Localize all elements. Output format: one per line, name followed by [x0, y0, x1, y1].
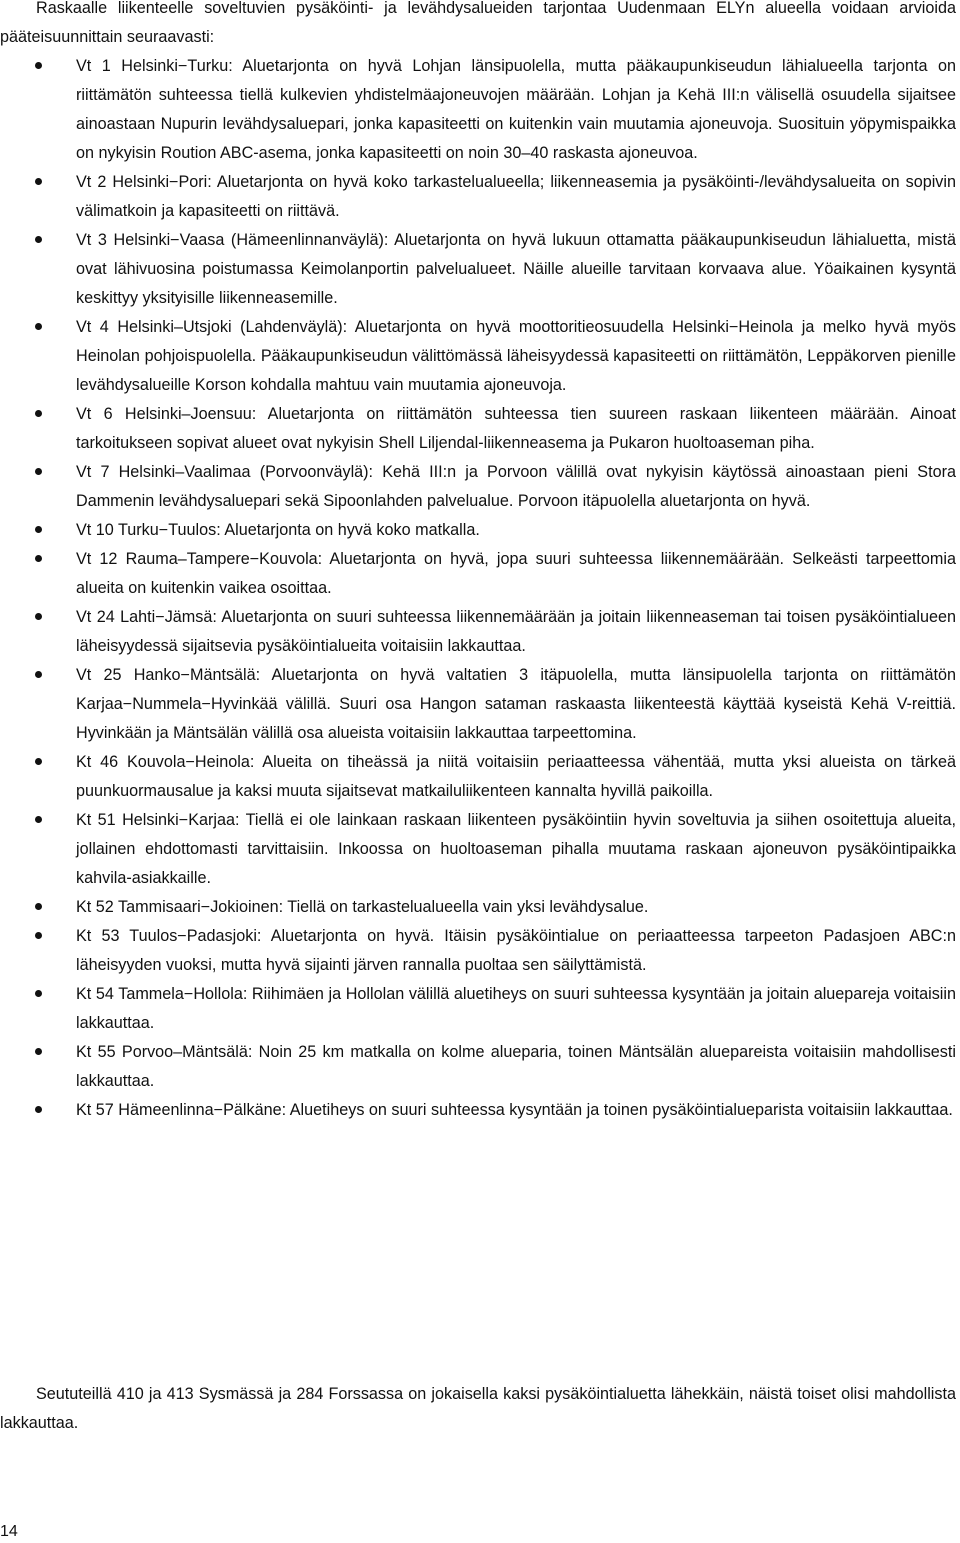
bullet-icon — [35, 903, 42, 910]
list-item-text: Vt 6 Helsinki–Joensuu: Aluetarjonta on riittämätön suhteessa tien suureen raskaan liikenteen määrään. Ainoat tarkoitukseen sopivat alueet ovat nykyisin Shell Liljendal-liikenneasema ja Pukaron huoltoaseman piha. — [76, 405, 956, 452]
bullet-icon — [35, 932, 42, 939]
closing-paragraph: Seututeillä 410 ja 413 Sysmässä ja 284 Forssassa on jokaisella kaksi pysäköintialuetta lähekkäin, näistä toiset olisi mahdollista lakkauttaa. — [0, 1385, 956, 1432]
list-item — [0, 458, 956, 516]
list-item — [0, 1096, 956, 1125]
bullet-icon — [35, 236, 42, 243]
list-item — [0, 806, 956, 893]
bullet-icon — [35, 613, 42, 620]
bullet-icon — [35, 468, 42, 475]
bullet-icon — [35, 990, 42, 997]
list-item — [0, 168, 956, 226]
list-item — [0, 400, 956, 458]
bullet-icon — [35, 555, 42, 562]
list-item — [0, 603, 956, 661]
bullet-icon — [35, 671, 42, 678]
bullet-icon — [35, 62, 42, 69]
road-assessment-list — [0, 52, 956, 1125]
list-item — [0, 893, 956, 922]
list-item — [0, 52, 956, 168]
bullet-icon — [35, 323, 42, 330]
list-item — [0, 313, 956, 400]
list-item-text: Kt 52 Tammisaari−Jokioinen: Tiellä on tarkastelualueella vain yksi levähdysalue. — [76, 898, 649, 916]
list-item — [0, 516, 956, 545]
bullet-icon — [35, 410, 42, 417]
list-item-text: Vt 1 Helsinki−Turku: Aluetarjonta on hyvä Lohjan länsipuolella, mutta pääkaupunkiseudun lähialueella tarjonta on riittämätön suhteessa tiellä kulkevien yhdistelmäajoneuvojen määrään. Lohjan ja Kehä III:n välisellä osuudella sijaitsee ainoastaan Nupurin levähdysaluepari, jonka kapasiteetti on kuitenkin vain muutamia ajoneuvoja. Suosituin yöpymispaikka on nykyisin Roution ABC-asema, jonka kapasiteetti on noin 30–40 raskasta ajoneuvoa. — [76, 57, 956, 162]
list-item-text: Vt 25 Hanko−Mäntsälä: Aluetarjonta on hyvä valtatien 3 itäpuolella, mutta länsipuolella tarjonta on riittämätön Karjaa−Nummela−Hyvinkää välillä. Suuri osa Hangon sataman raskaasta liikenteestä käyttää kyseistä Kehä V-reittiä. Hyvinkään ja Mäntsälän välillä osa alueista voitaisiin lakkauttaa tarpeettomina. — [76, 666, 956, 742]
list-item — [0, 748, 956, 806]
list-item — [0, 545, 956, 603]
list-item-text: Vt 2 Helsinki−Pori: Aluetarjonta on hyvä koko tarkastelualueella; liikenneasemia ja pysäköinti-/levähdysalueita on sopivin välimatkoin ja kapasiteetti on riittävä. — [76, 173, 956, 220]
list-item-text: Kt 57 Hämeenlinna−Pälkäne: Aluetiheys on suuri suhteessa kysyntään ja toinen pysäköintialueparista voitaisiin lakkauttaa. — [76, 1101, 953, 1119]
list-item — [0, 922, 956, 980]
list-item-text: Vt 12 Rauma–Tampere−Kouvola: Aluetarjonta on hyvä, jopa suuri suhteessa liikennemäärään. Selkeästi tarpeettomia alueita on kuitenkin vaikea osoittaa. — [76, 550, 956, 597]
list-item-text: Vt 10 Turku−Tuulos: Aluetarjonta on hyvä koko matkalla. — [76, 521, 480, 539]
bullet-icon — [35, 758, 42, 765]
list-item-text: Vt 24 Lahti−Jämsä: Aluetarjonta on suuri suhteessa liikennemäärään ja joitain liikenneaseman tai toisen pysäköintialueen läheisyydessä sijaitsevia pysäköintialueita voitaisiin lakkauttaa. — [76, 608, 956, 655]
list-item-text: Vt 7 Helsinki–Vaalimaa (Porvoonväylä): Kehä III:n ja Porvoon välillä ovat nykyisin käytössä ainoastaan pieni Stora Dammenin levähdysaluepari sekä Sipoonlahden palvelualue. Porvoon itäpuolella aluetarjonta on hyvä. — [76, 463, 956, 510]
list-item-text: Vt 4 Helsinki–Utsjoki (Lahdenväylä): Aluetarjonta on hyvä moottoritieosuudella Helsinki−Heinola ja melko hyvä myös Heinolan pohjoispuolella. Pääkaupunkiseudun välittömässä läheisyydessä kapasiteetti on riittämätön, Leppäkorven pienille levähdysalueille Korson kohdalla mahtuu vain muutamia ajoneuvoja. — [76, 318, 956, 394]
list-item-text: Kt 55 Porvoo–Mäntsälä: Noin 25 km matkalla on kolme alueparia, toinen Mäntsälän aluepareista voitaisiin mahdollisesti lakkauttaa. — [76, 1043, 956, 1090]
list-item-text: Kt 53 Tuulos−Padasjoki: Aluetarjonta on hyvä. Itäisin pysäköintialue on periaatteessa tarpeeton Padasjoen ABC:n läheisyyden vuoksi, mutta hyvä sijainti järven rannalla puoltaa sen säilyttämistä. — [76, 927, 956, 974]
list-item-text: Kt 51 Helsinki−Karjaa: Tiellä ei ole lainkaan raskaan liikenteen pysäköintiin hyvin soveltuvia ja siihen osoitettuja alueita, jollainen ehdottomasti tarvittaisiin. Inkoossa on huoltoaseman pihalla muutama raskaan ajoneuvon pysäköintipaikka kahvila-asiakkaille. — [76, 811, 956, 887]
list-item — [0, 661, 956, 748]
intro-paragraph: Raskaalle liikenteelle soveltuvien pysäköinti- ja levähdysalueiden tarjontaa Uudenmaan ELYn alueella voidaan arvioida pääteisuunnittain seuraavasti: — [0, 0, 956, 46]
bullet-icon — [35, 526, 42, 533]
list-item — [0, 1038, 956, 1096]
bullet-icon — [35, 178, 42, 185]
list-item-text: Kt 46 Kouvola−Heinola: Alueita on tiheässä ja niitä voitaisiin periaatteessa vähentää, mutta yksi alueista on tärkeä puunkuormausalue ja kaksi muuta sijaitsevat matkailuliikenteen kannalta hyvillä paikoilla. — [76, 753, 956, 800]
page-number: 14 — [0, 1523, 18, 1540]
list-item-text: Vt 3 Helsinki−Vaasa (Hämeenlinnanväylä): Aluetarjonta on hyvä lukuun ottamatta pääkaupunkiseudun lähialuetta, mistä ovat lähivuosina poistumassa Keimolanportin palvelualueet. Näille alueille tarvitaan korvaava alue. Yöaikainen kysyntä keskittyy yksityisille liikenneasemille. — [76, 231, 956, 307]
bullet-icon — [35, 1048, 42, 1055]
bullet-icon — [35, 816, 42, 823]
bullet-icon — [35, 1106, 42, 1113]
list-item-text: Kt 54 Tammela−Hollola: Riihimäen ja Hollolan välillä aluetiheys on suuri suhteessa kysyntään ja joitain alueparejа voitaisiin lakkauttaa. — [76, 985, 956, 1032]
list-item — [0, 226, 956, 313]
list-item — [0, 980, 956, 1038]
